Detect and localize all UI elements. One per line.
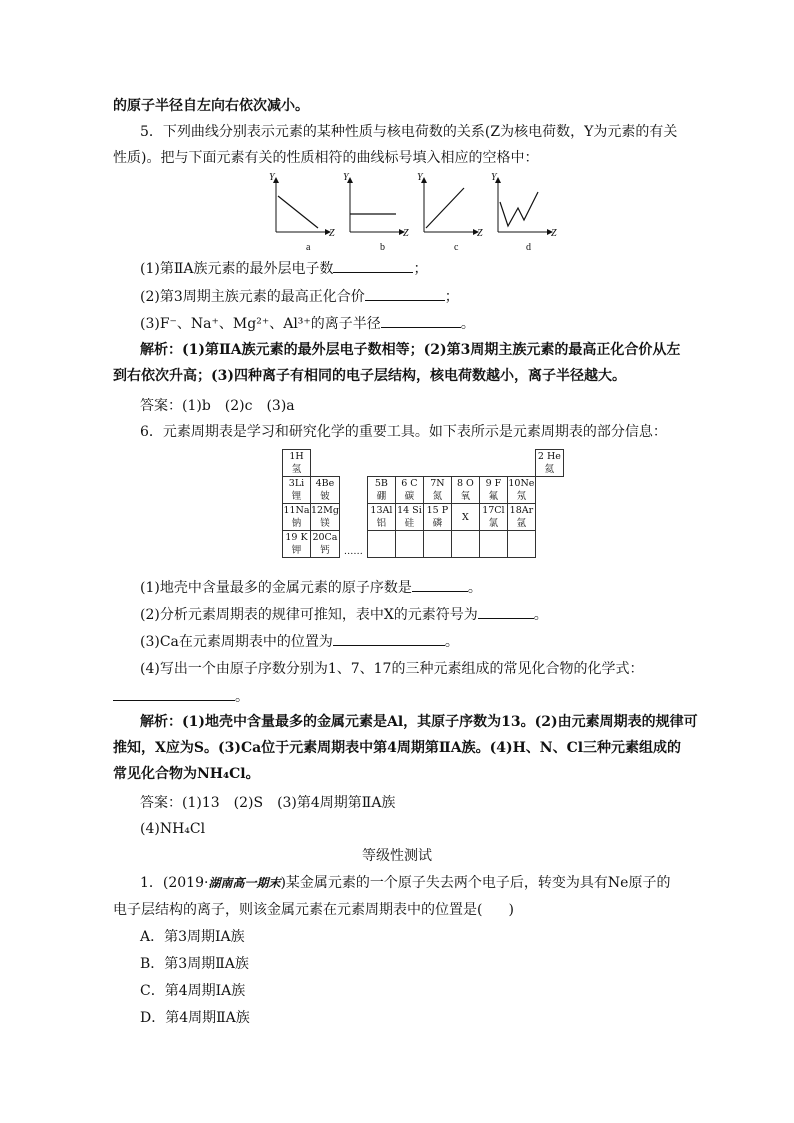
table-cell: 14 Si 硅	[397, 505, 422, 529]
table-row	[283, 477, 564, 504]
table-cell	[479, 531, 507, 558]
question-6-answer: 答案：(1)13 (2)S (3)第4周期第ⅡA族	[140, 795, 396, 811]
axis-y-label: Y	[269, 172, 275, 183]
table-cell: 18Ar 氩	[507, 504, 535, 531]
table-cell: 17Cl 氯	[479, 504, 507, 531]
answer-blank	[333, 631, 445, 646]
question-6-part-4: (4)写出一个由原子序数分别为1、7、17的三种元素组成的常见化合物的化学式：	[140, 661, 644, 677]
table-cell: 19 K 钾	[283, 531, 311, 558]
answer-blank	[333, 258, 413, 273]
text-line: 的原子半径自左向右依次减小。	[113, 98, 309, 114]
property-curves-figure	[268, 172, 553, 256]
question-source: 湖南高一期末	[208, 876, 281, 890]
answer-blank	[381, 313, 461, 328]
test-question-1-cont: 电子层结构的离子，则该金属元素在元素周期表中的位置是( )	[113, 902, 514, 918]
table-cell	[395, 531, 423, 558]
axis-z-label: Z	[477, 228, 483, 239]
table-ellipsis: ……	[343, 545, 363, 557]
axis-y-label: Y	[417, 172, 423, 183]
table-cell: 9 F 氟	[479, 477, 507, 504]
test-question-1: 1．(2019·湖南高一期末)某金属元素的一个原子失去两个电子后，转变为具有Ne原子的	[140, 875, 671, 891]
question-6-answer-cont: (4)NH₄Cl	[140, 821, 206, 837]
question-6-part-2: (2)分析元素周期表的规律可推知，表中X的元素符号为 。	[140, 604, 548, 625]
question-5-analysis: 解析：(1)第ⅡA族元素的最外层电子数相等；(2)第3周期主族元素的最高正化合价从左	[140, 342, 681, 358]
question-5-part-3: (3)F⁻、Na⁺、Mg²⁺、Al³⁺的离子半径 。	[140, 313, 475, 334]
curve-b	[350, 180, 402, 232]
question-5-stem-cont: 性质)。把与下面元素有关的性质相符的曲线标号填入相应的空格中：	[113, 150, 539, 166]
question-6-stem: 6．元素周期表是学习和研究化学的重要工具。如下表所示是元素周期表的部分信息：	[140, 424, 667, 440]
answer-blank	[365, 286, 445, 301]
table-row	[283, 450, 564, 477]
table-row	[283, 504, 564, 531]
table-cell-he: 2 He 氦	[535, 450, 563, 477]
curve-caption-d: d	[526, 242, 531, 253]
table-cell: 10Ne 氖	[508, 478, 535, 502]
curve-caption-a: a	[306, 242, 311, 253]
periodic-table	[282, 449, 564, 558]
answer-blank	[478, 604, 534, 619]
table-cell	[451, 531, 479, 558]
question-5-analysis-cont: 到右依次升高；(3)四种离子有相同的电子层结构，核电荷数越小，离子半径越大。	[113, 368, 626, 384]
table-cell	[367, 531, 395, 558]
question-5-answer: 答案：(1)b (2)c (3)a	[140, 398, 295, 414]
question-6-analysis: 解析：(1)地壳中含量最多的金属元素是Al，其原子序数为13。(2)由元素周期表的规律可	[140, 714, 698, 730]
question-5-stem: 5．下列曲线分别表示元素的某种性质与核电荷数的关系(Z为核电荷数，Y为元素的有关	[140, 124, 678, 140]
table-cell: 5B 硼	[367, 477, 395, 504]
axis-z-label: Z	[329, 228, 335, 239]
answer-blank	[113, 686, 235, 701]
curve-caption-b: b	[380, 242, 385, 253]
option-a: A．第3周期ⅠA族	[140, 929, 245, 945]
table-cell: 3Li 锂	[283, 477, 311, 504]
option-c: C．第4周期ⅠA族	[140, 983, 246, 999]
table-cell: 4Be 铍	[311, 477, 340, 504]
question-6-analysis-cont: 常见化合物为NH₄Cl。	[113, 766, 260, 782]
question-5-part-2: (2)第3周期主族元素的最高正化合价 ；	[140, 286, 459, 307]
question-6-analysis-cont: 推知，X应为S。(3)Ca位于元素周期表中第4周期第ⅡA族。(4)H、N、Cl三种元素组成的	[113, 740, 682, 756]
table-cell: 8 O 氧	[451, 477, 479, 504]
table-cell: 7N 氮	[423, 477, 451, 504]
axis-y-label: Y	[343, 172, 349, 183]
curve-a	[276, 180, 328, 232]
table-cell: 20Ca 钙	[312, 532, 338, 556]
question-6-part-4-answer: 。	[113, 686, 249, 707]
axis-z-label: Z	[551, 228, 557, 239]
section-title: 等级性测试	[362, 848, 432, 864]
axis-y-label: Y	[491, 172, 497, 183]
table-cell	[423, 531, 451, 558]
table-cell: 12Mg 镁	[311, 505, 339, 529]
table-cell: 15 P 磷	[423, 504, 451, 531]
question-6-part-3: (3)Ca在元素周期表中的位置为 。	[140, 631, 459, 652]
axis-z-label: Z	[403, 228, 409, 239]
table-cell: 6 C 碳	[395, 477, 423, 504]
curve-caption-c: c	[454, 242, 459, 253]
table-cell	[507, 531, 535, 558]
option-d: D．第4周期ⅡA族	[140, 1010, 250, 1026]
curve-d	[498, 180, 550, 232]
curve-c	[424, 180, 476, 232]
question-6-part-1: (1)地壳中含量最多的金属元素的原子序数是 。	[140, 577, 482, 598]
table-row	[283, 531, 564, 558]
answer-blank	[412, 577, 468, 592]
question-5-part-1: (1)第ⅡA族元素的最外层电子数 ；	[140, 258, 427, 279]
table-cell-x: X	[451, 504, 479, 531]
table-cell: 11Na 钠	[283, 505, 310, 529]
option-b: B．第3周期ⅡA族	[140, 956, 249, 972]
table-cell: 13Al 铝	[367, 504, 395, 531]
table-cell-h: 1H 氢	[283, 450, 311, 477]
